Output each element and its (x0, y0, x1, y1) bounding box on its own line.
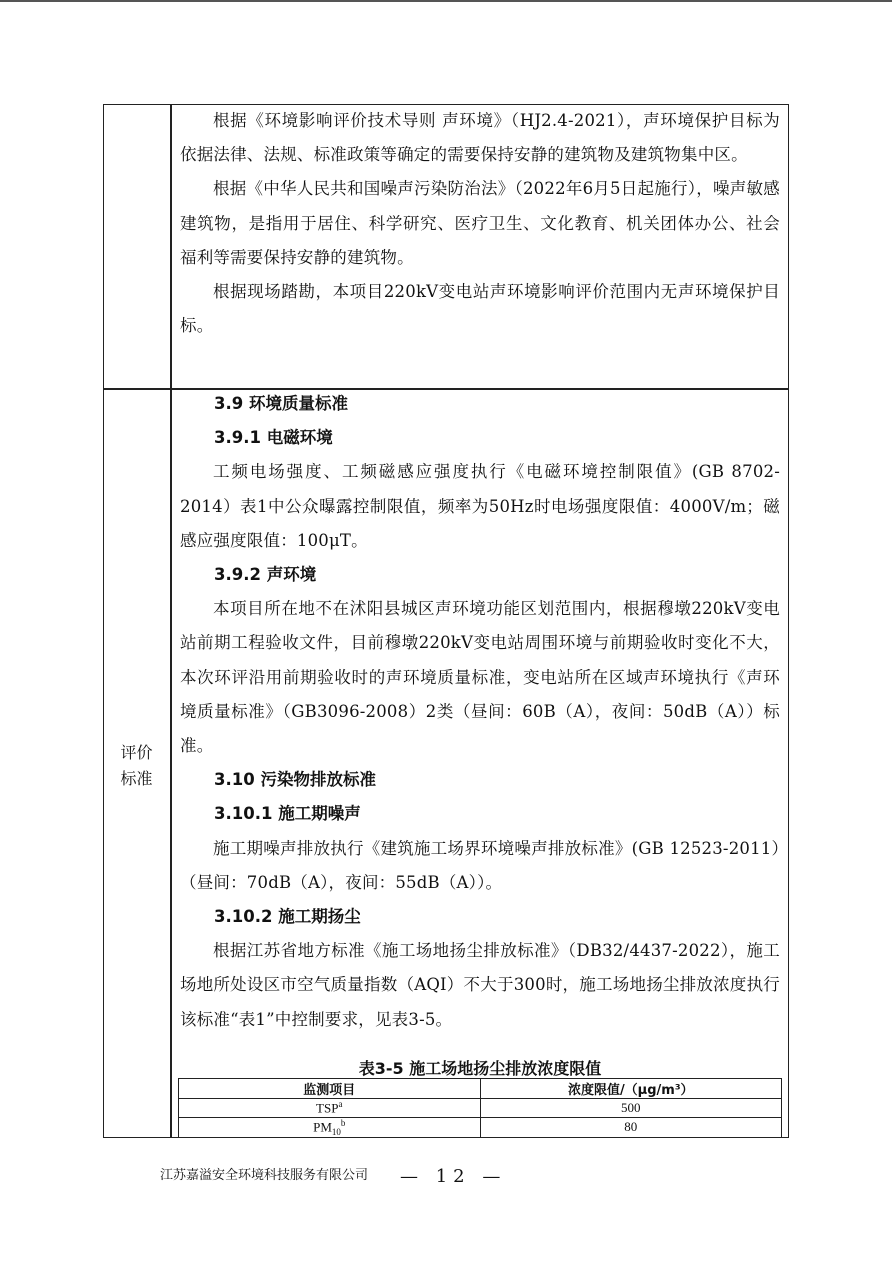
row-label-evaluation-standard (103, 740, 170, 792)
row-label-line-2: 标准 (120, 769, 153, 788)
cell-value: 80 (480, 1118, 782, 1138)
item-footnote-mark: b (340, 1118, 346, 1128)
item-name: TSP (316, 1100, 339, 1116)
item-name: PM (313, 1119, 332, 1135)
dust-limit-table (178, 1078, 782, 1138)
paragraph-construction-noise: 施工期噪声排放执行《建筑施工场界环境噪声排放标准》(GB 12523-2011）（昼间：70dB（A），夜间：55dB（A））。 (180, 838, 780, 892)
heading-3-10: 3.10 污染物排放标准 (214, 770, 376, 790)
heading-3-10-2: 3.10.2 施工期扬尘 (214, 907, 361, 927)
paragraph-acoustic: 本项目所在地不在沭阳县城区声环境功能区划范围内，根据穆墩220kV变电站前期工程验收文件，目前穆墩220kV变电站周围环境与前期验收时变化不大，本次环评沿用前期验收时的声环境质量标准，变电站所在区域声环境执行《声环境质量标准》（GB3096-2008）2类（昼间：60B（A），夜间：50dB（A））标准。 (180, 599, 780, 756)
heading-3-9: 3.9 环境质量标准 (214, 394, 348, 413)
row-label-line-1: 评价 (120, 743, 153, 762)
table-header-row (179, 1079, 782, 1099)
standards-section (180, 387, 780, 1037)
table-row (179, 1118, 782, 1138)
paragraph-noise-protection-target: 根据《环境影响评价技术导则 声环境》（HJ2.4-2021），声环境保护目标为依据法律、法规、标准政策等确定的需要保持安静的建筑物及建筑物集中区。 (180, 111, 780, 165)
table-row (179, 1099, 782, 1118)
header-concentration-limit: 浓度限值/（μg/m³） (480, 1079, 782, 1099)
heading-3-9-1: 3.9.1 电磁环境 (214, 428, 333, 448)
paragraph-electromagnetic: 工频电场强度、工频磁感应强度执行《电磁环境控制限值》(GB 8702-2014）表1中公众曝露控制限值，频率为50Hz时电场强度限值：4000V/m；磁感应强度限值：100μT。 (180, 462, 780, 550)
cell-item (179, 1099, 481, 1118)
top-border-line (0, 0, 892, 2)
heading-3-10-1: 3.10.1 施工期噪声 (214, 804, 361, 824)
column-divider (170, 104, 172, 1138)
paragraph-construction-dust: 根据江苏省地方标准《施工场地扬尘排放标准》（DB32/4437-2022），施工场地所处设区市空气质量指数（AQI）不大于300时，施工场地扬尘排放浓度执行该标准“表1”中控制要求，见表3-5。 (180, 941, 780, 1029)
paragraph-site-survey: 根据现场踏勘，本项目220kV变电站声环境影响评价范围内无声环境保护目标。 (180, 282, 780, 336)
header-monitoring-item: 监测项目 (179, 1079, 481, 1099)
footer-company: 江苏嘉溢安全环境科技服务有限公司 (160, 1168, 369, 1183)
cell-item (179, 1118, 481, 1138)
table-caption: 表3-5 施工场地扬尘排放浓度限值 (358, 1059, 602, 1078)
item-subscript: 10 (331, 1126, 341, 1137)
upper-section (180, 104, 780, 343)
paragraph-noise-law: 根据《中华人民共和国噪声污染防治法》（2022年6月5日起施行），噪声敏感建筑物，是指用于居住、科学研究、医疗卫生、文化教育、机关团体办公、社会福利等需要保持安静的建筑物。 (180, 179, 780, 267)
cell-value: 500 (480, 1099, 782, 1118)
heading-3-9-2: 3.9.2 声环境 (214, 565, 317, 585)
item-footnote-mark: a (338, 1099, 343, 1110)
page-number: — 12 — (400, 1166, 507, 1187)
